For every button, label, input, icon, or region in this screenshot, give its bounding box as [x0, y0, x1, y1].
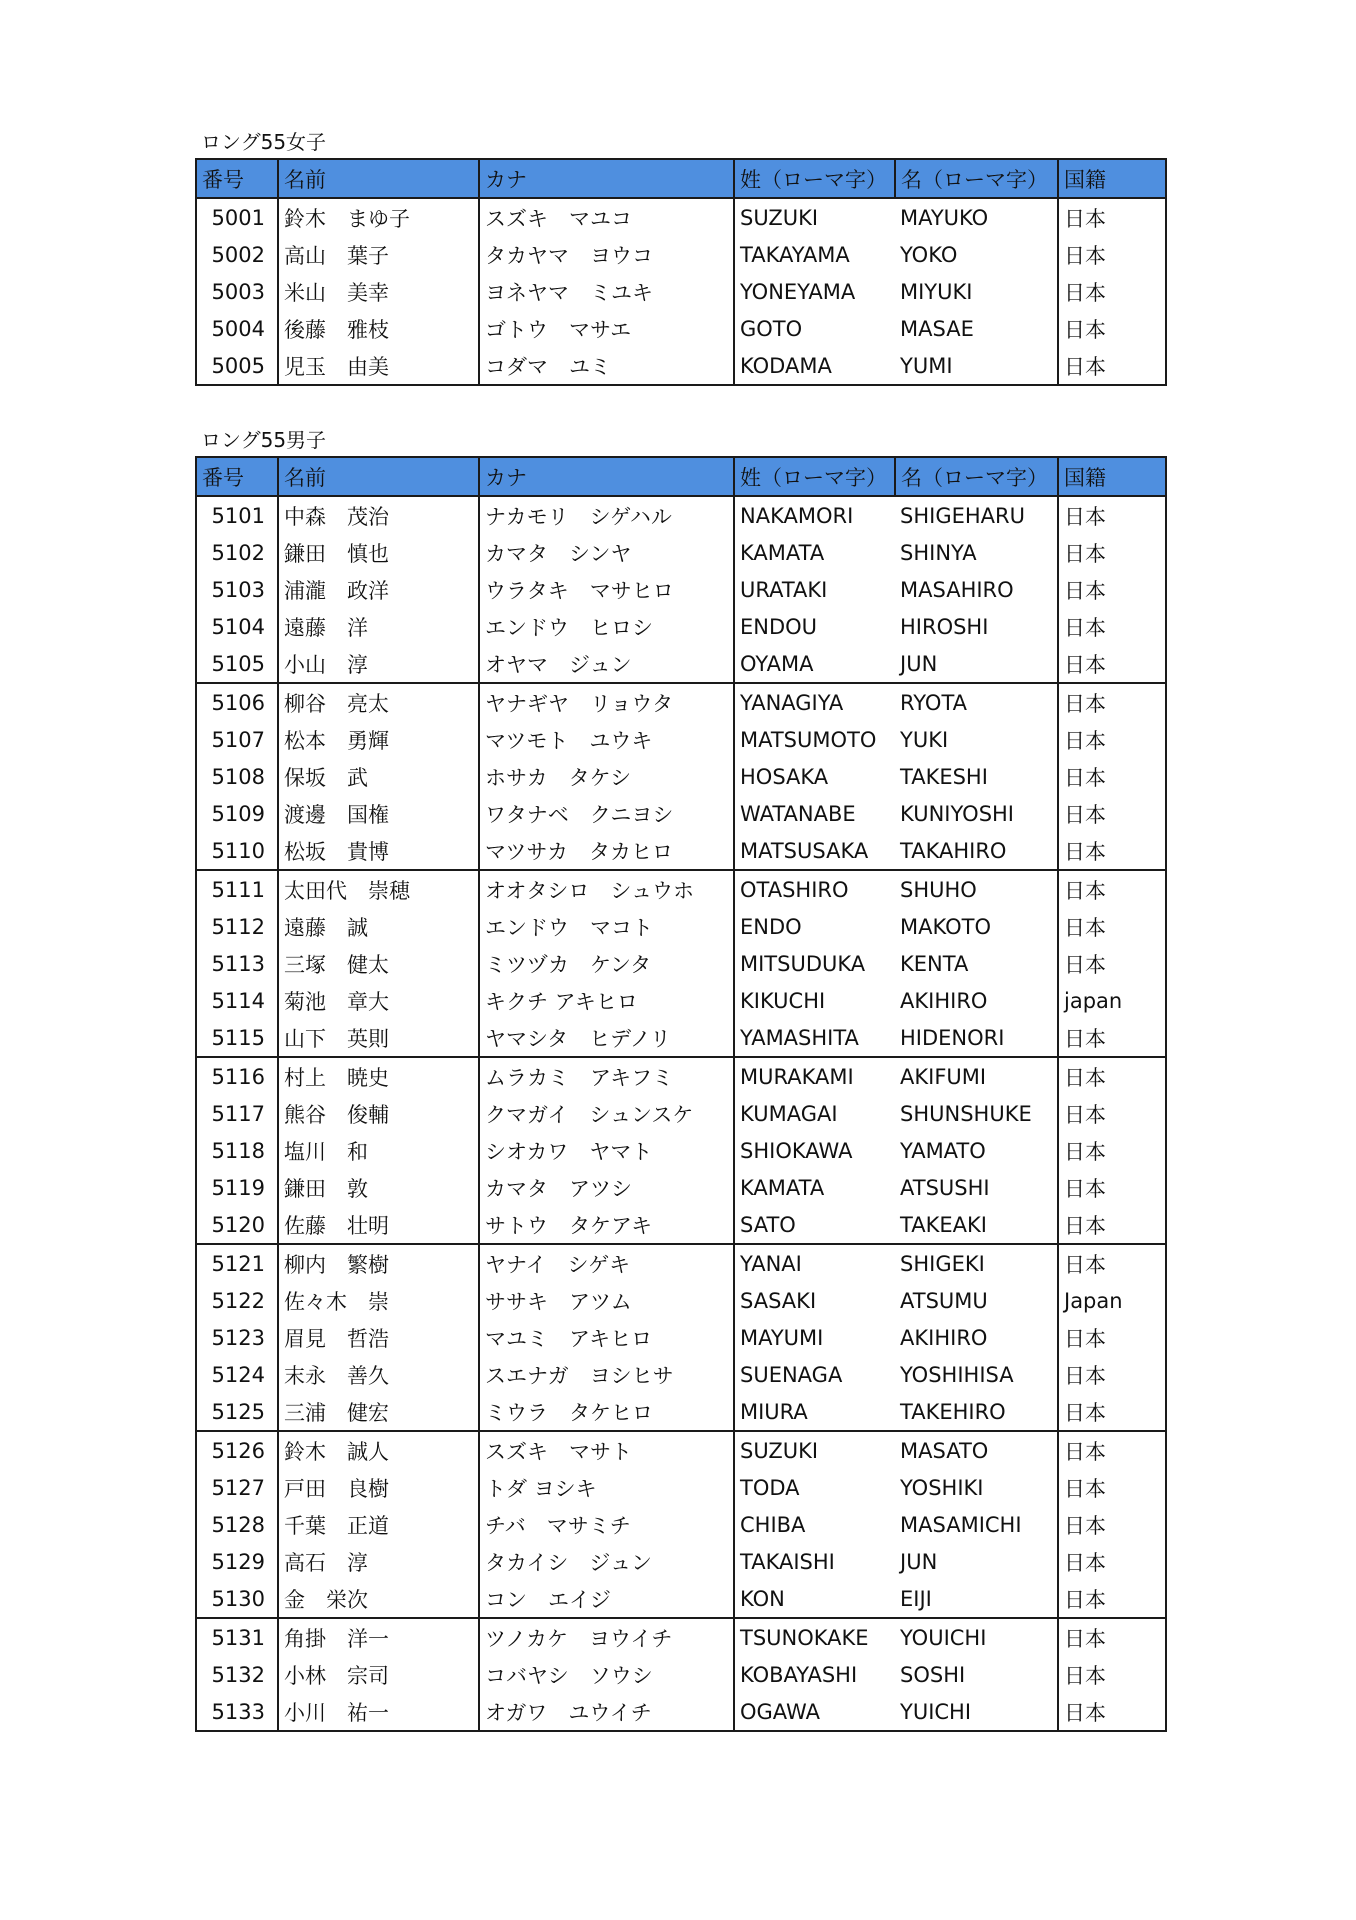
cell-kana: マツサカ タカヒロ [479, 832, 734, 870]
cell-no: 5128 [196, 1506, 278, 1543]
cell-kana: コバヤシ ソウシ [479, 1656, 734, 1693]
cell-kana: カマタ シンヤ [479, 534, 734, 571]
cell-mei: MASAMICHI [895, 1506, 1058, 1543]
cell-mei: AKIFUMI [895, 1057, 1058, 1095]
cell-sei: KODAMA [734, 347, 895, 385]
table-row [196, 645, 1166, 683]
cell-no: 5103 [196, 571, 278, 608]
cell-nat: 日本 [1058, 236, 1166, 273]
cell-kana: タカイシ ジュン [479, 1543, 734, 1580]
header-name: 名前 [278, 159, 479, 198]
cell-sei: MIURA [740, 1399, 808, 1424]
cell-no: 5005 [196, 347, 278, 385]
cell-nat: 日本 [1058, 832, 1166, 870]
table-row [196, 236, 1166, 273]
cell-sei: MATSUSAKA [740, 838, 869, 863]
cell-kana: ミツヅカ ケンタ [479, 945, 734, 982]
cell-mei: YOSHIHISA [895, 1356, 1058, 1393]
cell-nat: 日本 [1058, 198, 1166, 236]
cell-sei: SATO [740, 1212, 796, 1237]
cell-nat: 日本 [1058, 1656, 1166, 1693]
table-row [196, 1282, 1166, 1319]
cell-nat: Japan [1058, 1282, 1166, 1319]
table-row [196, 1095, 1166, 1132]
cell-nat: japan [1058, 982, 1166, 1019]
cell-sei: OGAWA [734, 1693, 895, 1731]
cell-mei: YOKO [895, 236, 1058, 273]
cell-name: 佐々木 崇 [278, 1282, 479, 1319]
cell-nat: 日本 [1058, 534, 1166, 571]
cell-sei: YAMASHITA [740, 1025, 859, 1050]
cell-sei: ENDO [740, 914, 802, 939]
cell-no: 5117 [196, 1095, 278, 1132]
cell-mei: TAKEHIRO [895, 1393, 1058, 1431]
cell-no: 5101 [196, 496, 278, 534]
cell-sei: SUENAGA [740, 1362, 843, 1387]
cell-sei: CHIBA [740, 1512, 806, 1537]
header-mei: 名（ローマ字） [895, 159, 1058, 198]
cell-name: 鎌田 慎也 [278, 534, 479, 571]
cell-nat: 日本 [1058, 758, 1166, 795]
cell-sei: TODA [740, 1475, 800, 1500]
cell-kana: スズキ マユコ [479, 198, 734, 236]
cell-kana: オオタシロ シュウホ [479, 870, 734, 908]
cell-no: 5111 [196, 870, 278, 908]
cell-nat: 日本 [1058, 1319, 1166, 1356]
cell-name: 末永 善久 [278, 1356, 479, 1393]
cell-nat: 日本 [1058, 1580, 1166, 1618]
cell-no: 5106 [196, 683, 278, 721]
cell-name: 渡邊 国権 [278, 795, 479, 832]
cell-no: 5131 [196, 1618, 278, 1656]
cell-no: 5110 [196, 832, 278, 870]
cell-nat: 日本 [1058, 721, 1166, 758]
cell-no: 5112 [196, 908, 278, 945]
table-row [196, 758, 1166, 795]
cell-mei: SHIGEHARU [895, 496, 1058, 534]
cell-nat: 日本 [1058, 1019, 1166, 1057]
cell-kana: オヤマ ジュン [479, 645, 734, 683]
header-name: 名前 [278, 457, 479, 496]
cell-mei: SHUHO [895, 870, 1058, 908]
cell-no: 5119 [196, 1169, 278, 1206]
header-row [196, 159, 1166, 198]
cell-no: 5105 [196, 645, 278, 683]
cell-nat: 日本 [1058, 945, 1166, 982]
table-row [196, 1244, 1166, 1282]
header-row [196, 457, 1166, 496]
cell-nat: 日本 [1058, 1431, 1166, 1469]
header-no: 番号 [196, 159, 278, 198]
cell-mei: JUN [895, 645, 1058, 683]
cell-kana: ヤマシタ ヒデノリ [479, 1019, 734, 1057]
cell-sei: WATANABE [740, 801, 856, 826]
cell-sei: KAMATA [740, 1175, 825, 1200]
cell-name: 柳内 繁樹 [278, 1244, 479, 1282]
cell-mei: TAKAHIRO [895, 832, 1058, 870]
entry-table [195, 456, 1167, 1732]
cell-name: 金 栄次 [278, 1580, 479, 1618]
cell-nat: 日本 [1058, 1693, 1166, 1731]
cell-name: 浦瀧 政洋 [278, 571, 479, 608]
cell-name: 後藤 雅枝 [278, 310, 479, 347]
cell-kana: エンドウ マコト [479, 908, 734, 945]
table-row [196, 310, 1166, 347]
cell-mei: SHUNSHUKE [895, 1095, 1058, 1132]
cell-kana: ウラタキ マサヒロ [479, 571, 734, 608]
cell-sei: MATSUMOTO [740, 727, 877, 752]
cell-name: 米山 美幸 [278, 273, 479, 310]
cell-kana: スズキ マサト [479, 1431, 734, 1469]
section-title: ロング55男子 [201, 428, 327, 452]
cell-no: 5133 [196, 1693, 278, 1731]
cell-name: 保坂 武 [278, 758, 479, 795]
cell-kana: トダ ヨシキ [479, 1469, 734, 1506]
cell-sei: MURAKAMI [734, 1057, 895, 1095]
table-row [196, 496, 1166, 534]
cell-mei: YAMATO [895, 1132, 1058, 1169]
table-row [196, 608, 1166, 645]
cell-no: 5124 [196, 1356, 278, 1393]
cell-sei: ENDOU [740, 614, 818, 639]
cell-name: 高山 葉子 [278, 236, 479, 273]
cell-mei: TAKESHI [895, 758, 1058, 795]
cell-mei: KUNIYOSHI [895, 795, 1058, 832]
cell-mei: MASATO [895, 1431, 1058, 1469]
cell-kana: サトウ タケアキ [479, 1206, 734, 1244]
cell-name: 熊谷 俊輔 [278, 1095, 479, 1132]
cell-no: 5130 [196, 1580, 278, 1618]
cell-no: 5115 [196, 1019, 278, 1057]
cell-mei: MASAE [895, 310, 1058, 347]
cell-name: 三塚 健太 [278, 945, 479, 982]
cell-sei: MAYUMI [740, 1325, 824, 1350]
table-row [196, 1206, 1166, 1244]
cell-name: 太田代 崇穂 [278, 870, 479, 908]
cell-no: 5114 [196, 982, 278, 1019]
cell-sei: KIKUCHI [740, 988, 826, 1013]
table-row [196, 534, 1166, 571]
cell-nat: 日本 [1058, 1618, 1166, 1656]
cell-mei: YUKI [895, 721, 1058, 758]
table-row [196, 683, 1166, 721]
cell-kana: コン エイジ [479, 1580, 734, 1618]
cell-nat: 日本 [1058, 1132, 1166, 1169]
cell-no: 5003 [196, 273, 278, 310]
cell-no: 5104 [196, 608, 278, 645]
cell-sei: SUZUKI [734, 1431, 895, 1469]
cell-name: 眉見 哲浩 [278, 1319, 479, 1356]
cell-nat: 日本 [1058, 608, 1166, 645]
header-sei: 姓（ローマ字） [734, 457, 895, 496]
cell-mei: SHIGEKI [895, 1244, 1058, 1282]
table-row [196, 721, 1166, 758]
cell-name: 角掛 洋一 [278, 1618, 479, 1656]
cell-kana: チバ マサミチ [479, 1506, 734, 1543]
cell-kana: シオカワ ヤマト [479, 1132, 734, 1169]
cell-no: 5121 [196, 1244, 278, 1282]
table-row [196, 982, 1166, 1019]
cell-kana: クマガイ シュンスケ [479, 1095, 734, 1132]
table-row [196, 1132, 1166, 1169]
cell-name: 塩川 和 [278, 1132, 479, 1169]
cell-no: 5127 [196, 1469, 278, 1506]
cell-no: 5109 [196, 795, 278, 832]
cell-name: 小山 淳 [278, 645, 479, 683]
table-row [196, 832, 1166, 870]
cell-kana: ホサカ タケシ [479, 758, 734, 795]
cell-nat: 日本 [1058, 795, 1166, 832]
cell-kana: ゴトウ マサエ [479, 310, 734, 347]
cell-name: 中森 茂治 [278, 496, 479, 534]
cell-mei: RYOTA [895, 683, 1058, 721]
cell-sei: KOBAYASHI [740, 1662, 858, 1687]
cell-no: 5001 [196, 198, 278, 236]
cell-name: 小林 宗司 [278, 1656, 479, 1693]
cell-mei: KENTA [895, 945, 1058, 982]
table-row [196, 1469, 1166, 1506]
cell-nat: 日本 [1058, 683, 1166, 721]
cell-mei: SHINYA [895, 534, 1058, 571]
header-kana: カナ [479, 457, 734, 496]
cell-mei: YUICHI [895, 1693, 1058, 1731]
cell-sei: YANAI [734, 1244, 895, 1282]
cell-sei: KON [740, 1586, 785, 1611]
table-row [196, 1543, 1166, 1580]
cell-sei: HOSAKA [740, 764, 829, 789]
cell-sei: SHIOKAWA [740, 1138, 853, 1163]
cell-no: 5116 [196, 1057, 278, 1095]
cell-no: 5123 [196, 1319, 278, 1356]
cell-mei: EIJI [895, 1580, 1058, 1618]
table-row [196, 1057, 1166, 1095]
cell-name: 児玉 由美 [278, 347, 479, 385]
table-row [196, 1656, 1166, 1693]
cell-sei: OTASHIRO [734, 870, 895, 908]
cell-name: 戸田 良樹 [278, 1469, 479, 1506]
cell-nat: 日本 [1058, 571, 1166, 608]
cell-kana: コダマ ユミ [479, 347, 734, 385]
cell-kana: タカヤマ ヨウコ [479, 236, 734, 273]
cell-no: 5108 [196, 758, 278, 795]
cell-sei: TAKAYAMA [740, 242, 850, 267]
table-row [196, 1580, 1166, 1618]
cell-name: 菊池 章大 [278, 982, 479, 1019]
cell-no: 5113 [196, 945, 278, 982]
cell-mei: TAKEAKI [895, 1206, 1058, 1244]
cell-mei: YOSHIKI [895, 1469, 1058, 1506]
header-nat: 国籍 [1058, 457, 1166, 496]
cell-nat: 日本 [1058, 347, 1166, 385]
cell-name: 遠藤 誠 [278, 908, 479, 945]
table-row [196, 1393, 1166, 1431]
cell-no: 5004 [196, 310, 278, 347]
cell-nat: 日本 [1058, 908, 1166, 945]
cell-name: 松坂 貴博 [278, 832, 479, 870]
men-section [195, 424, 1167, 1732]
header-nat: 国籍 [1058, 159, 1166, 198]
header-kana: カナ [479, 159, 734, 198]
table-row [196, 198, 1166, 236]
cell-mei: HIDENORI [895, 1019, 1058, 1057]
cell-nat: 日本 [1058, 870, 1166, 908]
cell-name: 高石 淳 [278, 1543, 479, 1580]
cell-mei: AKIHIRO [895, 982, 1058, 1019]
cell-name: 佐藤 壮明 [278, 1206, 479, 1244]
cell-nat: 日本 [1058, 1356, 1166, 1393]
cell-nat: 日本 [1058, 1206, 1166, 1244]
cell-kana: ササキ アツム [479, 1282, 734, 1319]
cell-sei: TAKAISHI [740, 1549, 835, 1574]
cell-kana: ツノカケ ヨウイチ [479, 1618, 734, 1656]
cell-sei: NAKAMORI [734, 496, 895, 534]
women-section [195, 126, 1167, 386]
cell-no: 5002 [196, 236, 278, 273]
table-row [196, 795, 1166, 832]
cell-sei: SASAKI [740, 1288, 817, 1313]
cell-nat: 日本 [1058, 1469, 1166, 1506]
cell-nat: 日本 [1058, 273, 1166, 310]
cell-kana: ワタナベ クニヨシ [479, 795, 734, 832]
cell-sei: OYAMA [740, 651, 814, 676]
cell-mei: MIYUKI [895, 273, 1058, 310]
cell-no: 5122 [196, 1282, 278, 1319]
cell-name: 鈴木 まゆ子 [278, 198, 479, 236]
cell-no: 5129 [196, 1543, 278, 1580]
cell-kana: マユミ アキヒロ [479, 1319, 734, 1356]
cell-name: 鈴木 誠人 [278, 1431, 479, 1469]
cell-mei: MAYUKO [895, 198, 1058, 236]
cell-name: 松本 勇輝 [278, 721, 479, 758]
header-sei: 姓（ローマ字） [734, 159, 895, 198]
entry-table [195, 158, 1167, 386]
cell-nat: 日本 [1058, 496, 1166, 534]
cell-no: 5125 [196, 1393, 278, 1431]
table-row [196, 908, 1166, 945]
cell-sei: KAMATA [740, 540, 825, 565]
cell-nat: 日本 [1058, 1393, 1166, 1431]
table-row [196, 571, 1166, 608]
cell-mei: ATSUMU [895, 1282, 1058, 1319]
cell-no: 5102 [196, 534, 278, 571]
table-row [196, 1506, 1166, 1543]
table-row [196, 347, 1166, 385]
cell-kana: ミウラ タケヒロ [479, 1393, 734, 1431]
header-no: 番号 [196, 457, 278, 496]
cell-sei: URATAKI [740, 577, 828, 602]
table-row [196, 1693, 1166, 1731]
table-row [196, 1431, 1166, 1469]
cell-mei: MAKOTO [895, 908, 1058, 945]
cell-name: 千葉 正道 [278, 1506, 479, 1543]
cell-no: 5126 [196, 1431, 278, 1469]
table-row [196, 1618, 1166, 1656]
cell-mei: HIROSHI [895, 608, 1058, 645]
cell-kana: スエナガ ヨシヒサ [479, 1356, 734, 1393]
cell-sei: KUMAGAI [740, 1101, 838, 1126]
cell-no: 5107 [196, 721, 278, 758]
table-row [196, 1319, 1166, 1356]
cell-nat: 日本 [1058, 1543, 1166, 1580]
cell-nat: 日本 [1058, 1057, 1166, 1095]
table-row [196, 870, 1166, 908]
table-row [196, 1169, 1166, 1206]
cell-kana: ヨネヤマ ミユキ [479, 273, 734, 310]
table-row [196, 945, 1166, 982]
cell-mei: JUN [895, 1543, 1058, 1580]
cell-mei: SOSHI [895, 1656, 1058, 1693]
cell-name: 小川 祐一 [278, 1693, 479, 1731]
cell-kana: エンドウ ヒロシ [479, 608, 734, 645]
cell-no: 5132 [196, 1656, 278, 1693]
cell-kana: カマタ アツシ [479, 1169, 734, 1206]
cell-mei: MASAHIRO [895, 571, 1058, 608]
cell-sei: MITSUDUKA [740, 951, 866, 976]
cell-nat: 日本 [1058, 1169, 1166, 1206]
cell-nat: 日本 [1058, 1244, 1166, 1282]
cell-kana: ナカモリ シゲハル [479, 496, 734, 534]
cell-no: 5118 [196, 1132, 278, 1169]
cell-kana: ヤナギヤ リョウタ [479, 683, 734, 721]
cell-nat: 日本 [1058, 1095, 1166, 1132]
cell-mei: YUMI [895, 347, 1058, 385]
cell-sei: TSUNOKAKE [734, 1618, 895, 1656]
table-row [196, 273, 1166, 310]
table-row [196, 1356, 1166, 1393]
cell-mei: YOUICHI [895, 1618, 1058, 1656]
cell-sei: GOTO [740, 316, 803, 341]
cell-sei: YANAGIYA [734, 683, 895, 721]
cell-name: 山下 英則 [278, 1019, 479, 1057]
cell-kana: オガワ ユウイチ [479, 1693, 734, 1731]
cell-kana: ムラカミ アキフミ [479, 1057, 734, 1095]
cell-name: 鎌田 敦 [278, 1169, 479, 1206]
header-mei: 名（ローマ字） [895, 457, 1058, 496]
cell-name: 遠藤 洋 [278, 608, 479, 645]
cell-sei: SUZUKI [734, 198, 895, 236]
cell-nat: 日本 [1058, 1506, 1166, 1543]
section-title: ロング55女子 [201, 130, 327, 154]
cell-kana: キクチ アキヒロ [479, 982, 734, 1019]
cell-name: 村上 暁史 [278, 1057, 479, 1095]
cell-kana: マツモト ユウキ [479, 721, 734, 758]
cell-kana: ヤナイ シゲキ [479, 1244, 734, 1282]
cell-mei: ATSUSHI [895, 1169, 1058, 1206]
cell-name: 柳谷 亮太 [278, 683, 479, 721]
cell-no: 5120 [196, 1206, 278, 1244]
cell-sei: YONEYAMA [740, 279, 856, 304]
cell-name: 三浦 健宏 [278, 1393, 479, 1431]
cell-mei: AKIHIRO [895, 1319, 1058, 1356]
cell-nat: 日本 [1058, 310, 1166, 347]
table-row [196, 1019, 1166, 1057]
cell-nat: 日本 [1058, 645, 1166, 683]
